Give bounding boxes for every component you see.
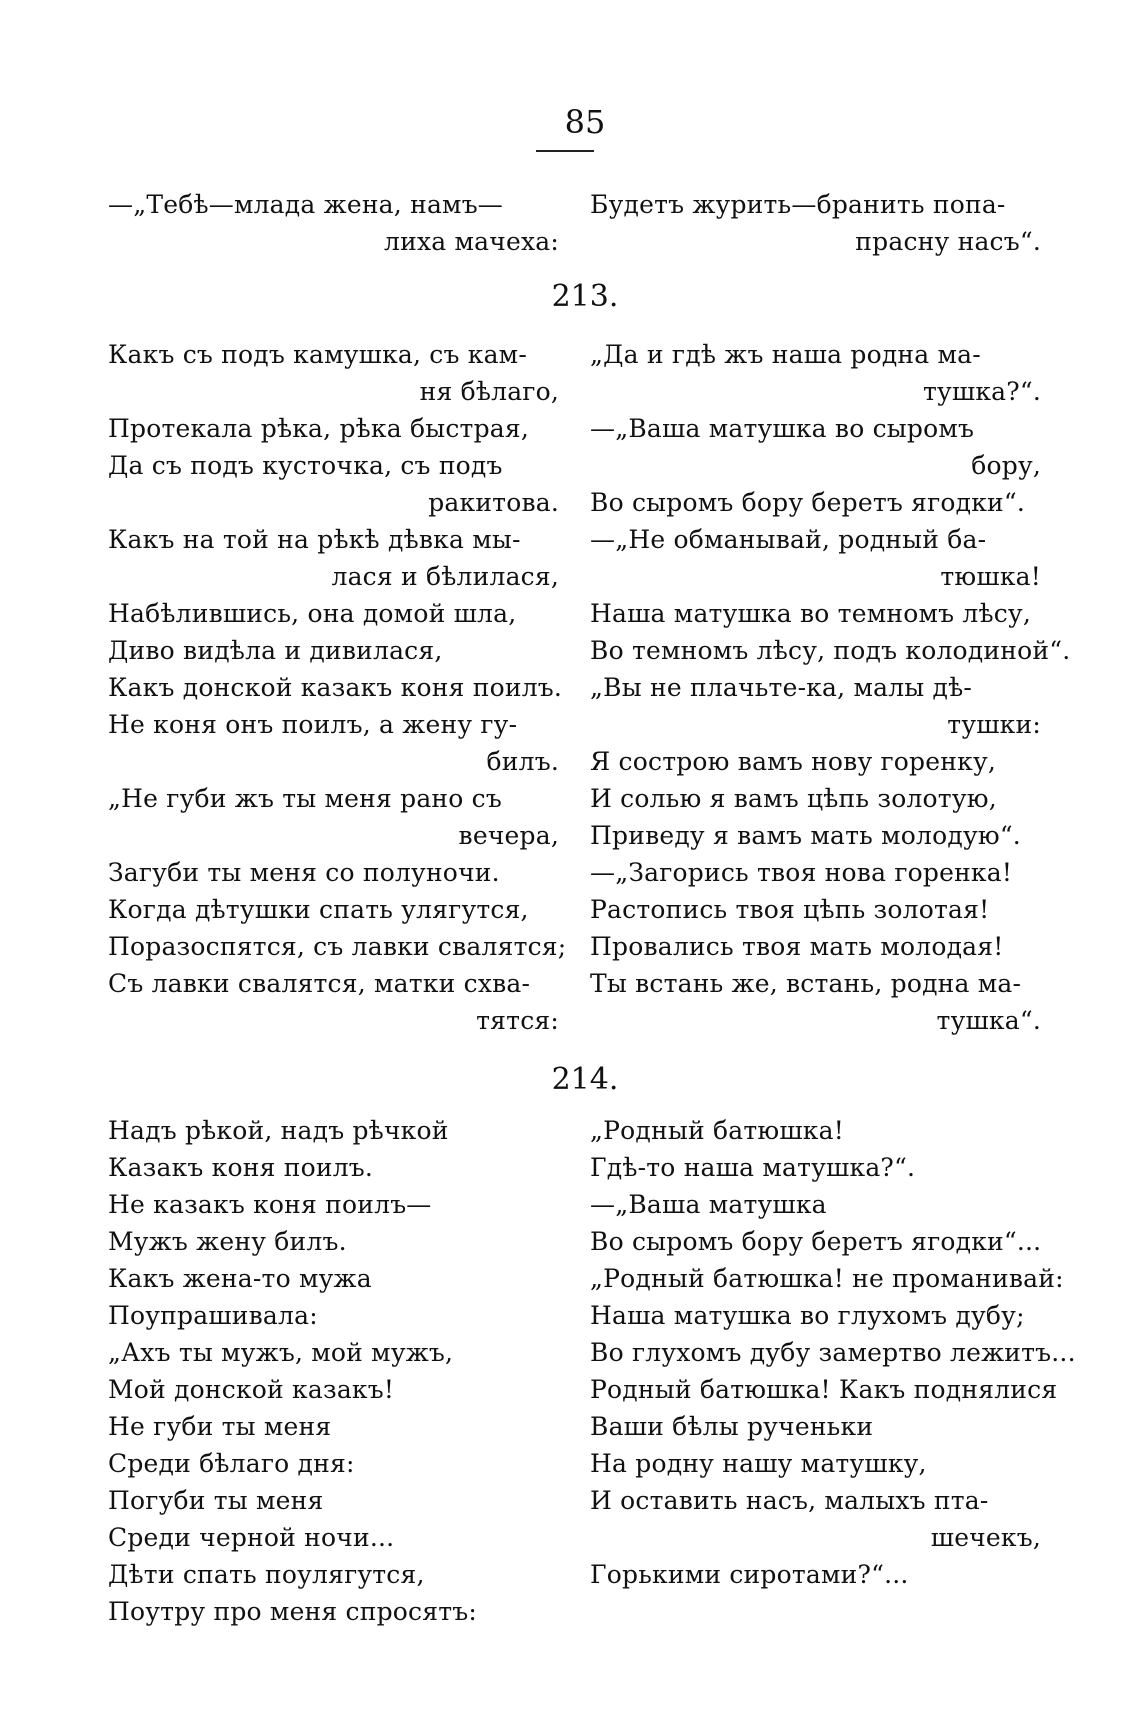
verse-line: Приведу я вамъ мать молодую“. — [590, 821, 1021, 850]
verse-line-continuation: вечера, — [458, 821, 559, 850]
poem-213-right-column — [590, 336, 1071, 1039]
poem-213-number: 213. — [551, 279, 619, 314]
verse-line: —„Загорись твоя нова горенка! — [590, 858, 1013, 887]
verse-line: Провались твоя мать молодая! — [590, 932, 1004, 961]
verse-line: Диво видѣла и дивилася, — [108, 636, 443, 665]
verse-line: Мужъ жену билъ. — [108, 1227, 347, 1256]
verse-line: Когда дѣтушки спать улягутся, — [108, 895, 529, 924]
verse-line-continuation: тушка“. — [936, 1006, 1041, 1035]
verse-line: „Ахъ ты мужъ, мой мужъ, — [108, 1338, 454, 1367]
verse-line-continuation: ня бѣлаго, — [419, 377, 559, 406]
verse-line: „Да и гдѣ жъ наша родна ма- — [590, 340, 981, 369]
verse-line-continuation: лиха мачеха: — [384, 227, 559, 256]
verse-line: Я сострою вамъ нову горенку, — [590, 747, 997, 776]
intro-right-column — [590, 186, 1045, 260]
verse-line: Не коня онъ поилъ, а жену гу- — [108, 710, 518, 739]
verse-line: Протекала рѣка, рѣка быстрая, — [108, 414, 530, 443]
verse-line: Наша матушка во темномъ лѣсу, — [590, 599, 1031, 628]
verse-line: Во темномъ лѣсу, подъ колодиной“. — [590, 636, 1071, 665]
verse-line: Ты встань же, встань, родна ма- — [590, 969, 1022, 998]
verse-line-continuation: билъ. — [486, 747, 559, 776]
verse-line-continuation: тятся: — [476, 1006, 559, 1035]
verse-line-continuation: прасну насъ“. — [855, 227, 1041, 256]
verse-line: —„Ваша матушка — [590, 1190, 827, 1219]
verse-line-continuation: бору, — [971, 451, 1041, 480]
verse-line: —„Тебѣ—млада жена, намъ— — [108, 190, 503, 219]
verse-line: На родну нашу матушку, — [590, 1449, 927, 1478]
verse-line: Погуби ты меня — [108, 1486, 324, 1515]
verse-line: „Не губи жъ ты меня рано съ — [108, 784, 502, 813]
verse-line: И оставить насъ, малыхъ пта- — [590, 1486, 989, 1515]
verse-line: Не казакъ коня поилъ— — [108, 1190, 432, 1219]
verse-line: Ваши бѣлы рученьки — [590, 1412, 874, 1441]
poem-213-left-column — [108, 336, 567, 1039]
verse-line-continuation: лася и бѣлилася, — [331, 562, 559, 591]
verse-line-continuation: шечекъ, — [930, 1523, 1041, 1552]
verse-line: Дѣти спать поулягутся, — [108, 1560, 425, 1589]
verse-line-continuation: тюшка! — [940, 562, 1041, 591]
poem-214-left-column — [108, 1112, 563, 1630]
verse-line: Во глухомъ дубу замертво лежитъ... — [590, 1338, 1076, 1367]
verse-line: Мой донской казакъ! — [108, 1375, 395, 1404]
verse-line: Родный батюшка! Какъ поднялися — [590, 1375, 1058, 1404]
verse-line: Горькими сиротами?“... — [590, 1560, 909, 1589]
verse-line-continuation: ракитова. — [428, 488, 559, 517]
verse-line: „Родный батюшка! не проманивай: — [590, 1264, 1064, 1293]
verse-line: Наша матушка во глухомъ дубу; — [590, 1301, 1025, 1330]
verse-line: Гдѣ-то наша матушка?“. — [590, 1153, 916, 1182]
verse-line: Какъ на той на рѣкѣ дѣвка мы- — [108, 525, 521, 554]
verse-line: Какъ жена-то мужа — [108, 1264, 372, 1293]
verse-line: Не губи ты меня — [108, 1412, 332, 1441]
verse-line: Да съ подъ кусточка, съ подъ — [108, 451, 503, 480]
poem-214-right-column — [590, 1112, 1076, 1593]
verse-line: Поутру про меня спросятъ: — [108, 1597, 477, 1626]
verse-line: Среди черной ночи... — [108, 1523, 395, 1552]
verse-line: Съ лавки свалятся, матки схва- — [108, 969, 531, 998]
page-number: 85 — [564, 103, 606, 141]
verse-line: —„Ваша матушка во сыромъ — [590, 414, 975, 443]
verse-line-continuation: тушки: — [947, 710, 1041, 739]
intro-left-column — [108, 186, 563, 260]
verse-line: Среди бѣлаго дня: — [108, 1449, 355, 1478]
verse-line: „Вы не плачьте-ка, малы дѣ- — [590, 673, 973, 702]
verse-line: „Родный батюшка! — [590, 1116, 844, 1145]
verse-line: Какъ съ подъ камушка, съ кам- — [108, 340, 527, 369]
verse-line: Во сыромъ бору беретъ ягодки“... — [590, 1227, 1042, 1256]
verse-line: Загуби ты меня со полуночи. — [108, 858, 500, 887]
verse-line: Растопись твоя цѣпь золотая! — [590, 895, 990, 924]
verse-line: —„Не обманывай, родный ба- — [590, 525, 987, 554]
poem-214-number: 214. — [551, 1062, 619, 1097]
verse-line: Будетъ журить—бранить попа- — [590, 190, 1006, 219]
verse-line: Казакъ коня поилъ. — [108, 1153, 374, 1182]
verse-line: Набѣлившись, она домой шла, — [108, 599, 517, 628]
verse-line: Во сыромъ бору беретъ ягодки“. — [590, 488, 1026, 517]
verse-line: И солью я вамъ цѣпь золотую, — [590, 784, 997, 813]
verse-line: Поразоспятся, съ лавки свалятся; — [108, 932, 567, 961]
verse-line-continuation: тушка?“. — [922, 377, 1041, 406]
verse-line: Поупрашивала: — [108, 1301, 318, 1330]
verse-line: Надъ рѣкой, надъ рѣчкой — [108, 1116, 449, 1145]
page-number-underline — [536, 150, 594, 152]
verse-line: Какъ донской казакъ коня поилъ. — [108, 673, 563, 702]
